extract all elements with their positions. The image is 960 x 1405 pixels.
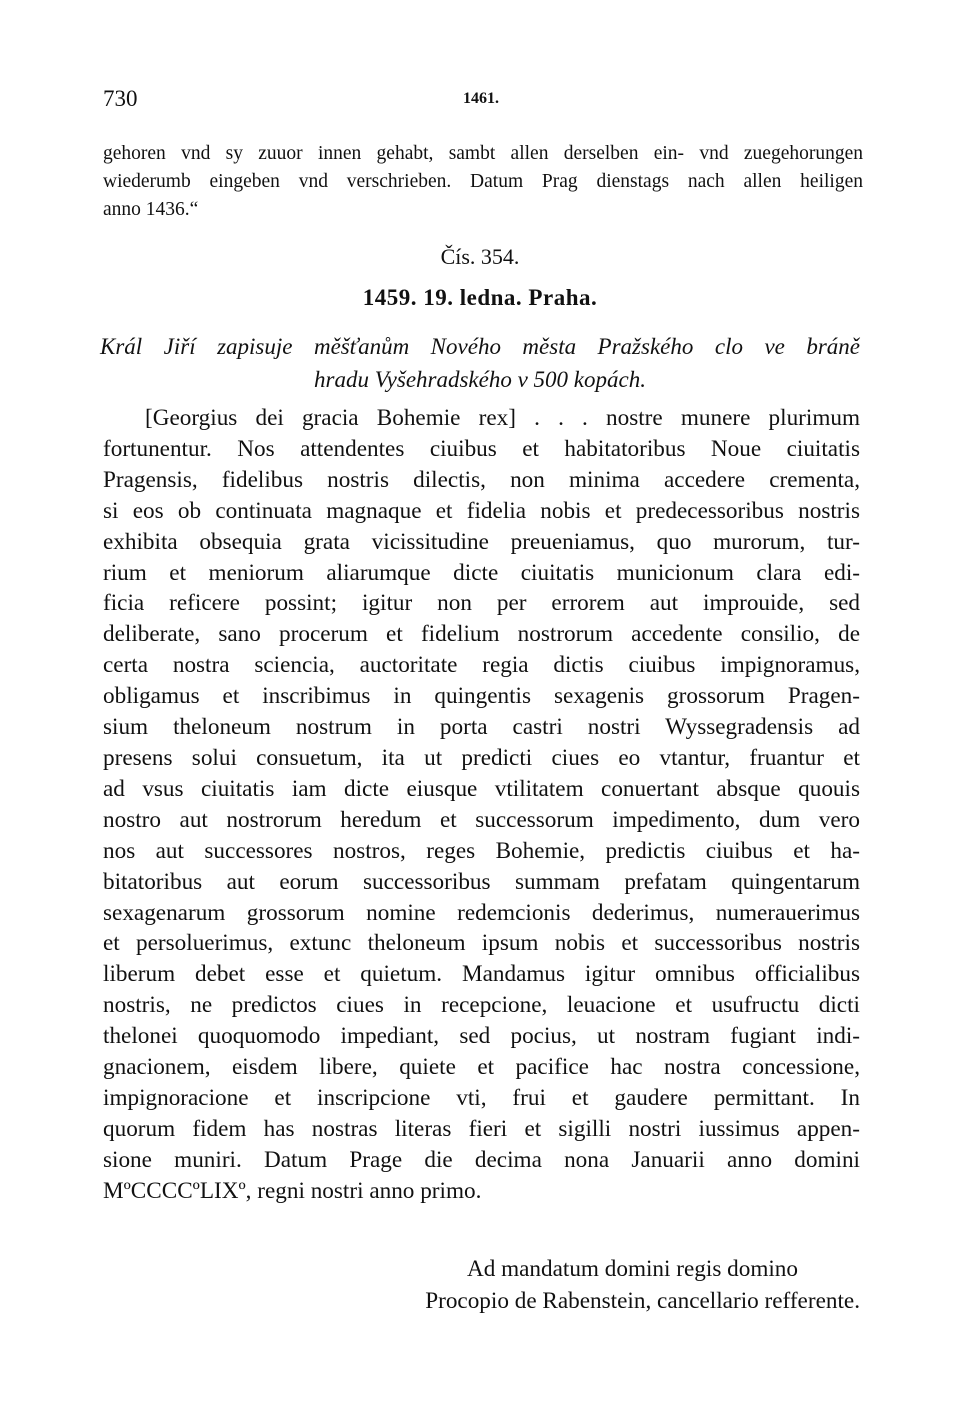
body-line: nostris, ne predictos ciues in recepcione, leuacione et usufructu dicti xyxy=(103,992,860,1019)
body-line: sione muniri. Datum Prage die decima nona Januarii anno domini xyxy=(103,1146,860,1173)
body-line: deliberate, sano procerum et fidelium nostrorum accedente consilio, de xyxy=(103,621,860,648)
document-regest xyxy=(100,330,860,396)
body-line: exhibita obsequia grata vicissitudine preueniamus, quo murorum, tur- xyxy=(103,528,860,555)
body-line: rium et meniorum aliarumque dicte ciuitatis municionum clara edi- xyxy=(103,559,860,586)
body-line: sium theloneum nostrum in porta castri nostri Wyssegradensis ad xyxy=(103,714,860,741)
body-line: nostro aut nostrorum heredum et successorum impedimento, dum vero xyxy=(103,806,860,833)
regest-line: Král Jiří zapisuje měšťanům Nového města Pražského clo ve bráně xyxy=(100,334,860,359)
body-line: sexagenarum grossorum nomine redemcionis dederimus, numerauerimus xyxy=(103,899,860,926)
body-line: thelonei quoquomodo impediant, sed pocius, ut nostram fugiant indi- xyxy=(103,1023,860,1050)
body-line: bitatoribus aut eorum successoribus summam prefatam quingentarum xyxy=(103,868,860,895)
document-body xyxy=(103,403,860,1207)
body-line: gnacionem, eisdem libere, quiete et pacifice hac nostra concessione, xyxy=(103,1054,860,1081)
body-line: et persoluerimus, extunc theloneum ipsum nobis et successoribus nostris xyxy=(103,930,860,957)
text-line: wiederumb eingeben vnd verschrieben. Datum Prag dienstags nach allen heiligen xyxy=(103,171,863,192)
body-line: ficia reficere possint; igitur non per errorem aut improuide, sed xyxy=(103,590,860,617)
body-line: impignoracione et inscripcione vti, frui et gaudere permittant. In xyxy=(103,1084,860,1111)
body-line: presens solui consuetum, ita ut predicti ciues eo vtantur, fruantur et xyxy=(103,744,860,771)
body-line: nos aut successores nostros, reges Bohemie, predictis ciuibus et ha- xyxy=(103,837,860,864)
body-line: liberum debet esse et quietum. Mandamus igitur omnibus officialibus xyxy=(103,961,860,988)
text-line: gehoren vnd sy zuuor innen gehabt, sambt allen derselben ein- vnd zuegehorungen xyxy=(103,143,863,164)
running-head-year: 1461. xyxy=(463,90,499,107)
chancery-note: Ad mandatum domini regis domino xyxy=(466,1256,798,1282)
body-line: si eos ob continuata magnaque et fidelia nobis et predecessoribus nostris xyxy=(103,497,860,524)
document-date-place: 1459. 19. ledna. Praha. xyxy=(362,285,598,310)
body-line: fortunentur. Nos attendentes ciuibus et habitatoribus Noue ciuitatis xyxy=(103,435,860,462)
body-line: [Georgius dei gracia Bohemie rex] . . . nostre munere plurimum xyxy=(145,405,860,431)
body-line: certa nostra sciencia, auctoritate regia dictis ciuibus impignoramus, xyxy=(103,652,860,679)
chancery-note: Procopio de Rabenstein, cancellario refferente. xyxy=(425,1288,860,1314)
page-header xyxy=(103,86,860,116)
text-line: anno 1436.“ xyxy=(103,199,199,220)
body-line: ad vsus ciuitatis iam dicte eiusque vtilitatem conuertant absque quouis xyxy=(103,775,860,802)
body-line: quorum fidem has nostras literas fieri et sigilli nostri iussimus appen- xyxy=(103,1115,860,1142)
regest-line: hradu Vyšehradského v 500 kopách. xyxy=(314,367,646,392)
body-line: obligamus et inscribimus in quingentis sexagenis grossorum Pragen- xyxy=(103,683,860,710)
page-number: 730 xyxy=(103,86,138,111)
document-number: Čís. 354. xyxy=(440,244,520,269)
body-line: MºCCCCºLIXº, regni nostri anno primo. xyxy=(103,1177,482,1204)
previous-document-ending xyxy=(103,140,863,224)
body-line: Pragensis, fidelibus nostris dilectis, non minima accedere crementa, xyxy=(103,466,860,493)
